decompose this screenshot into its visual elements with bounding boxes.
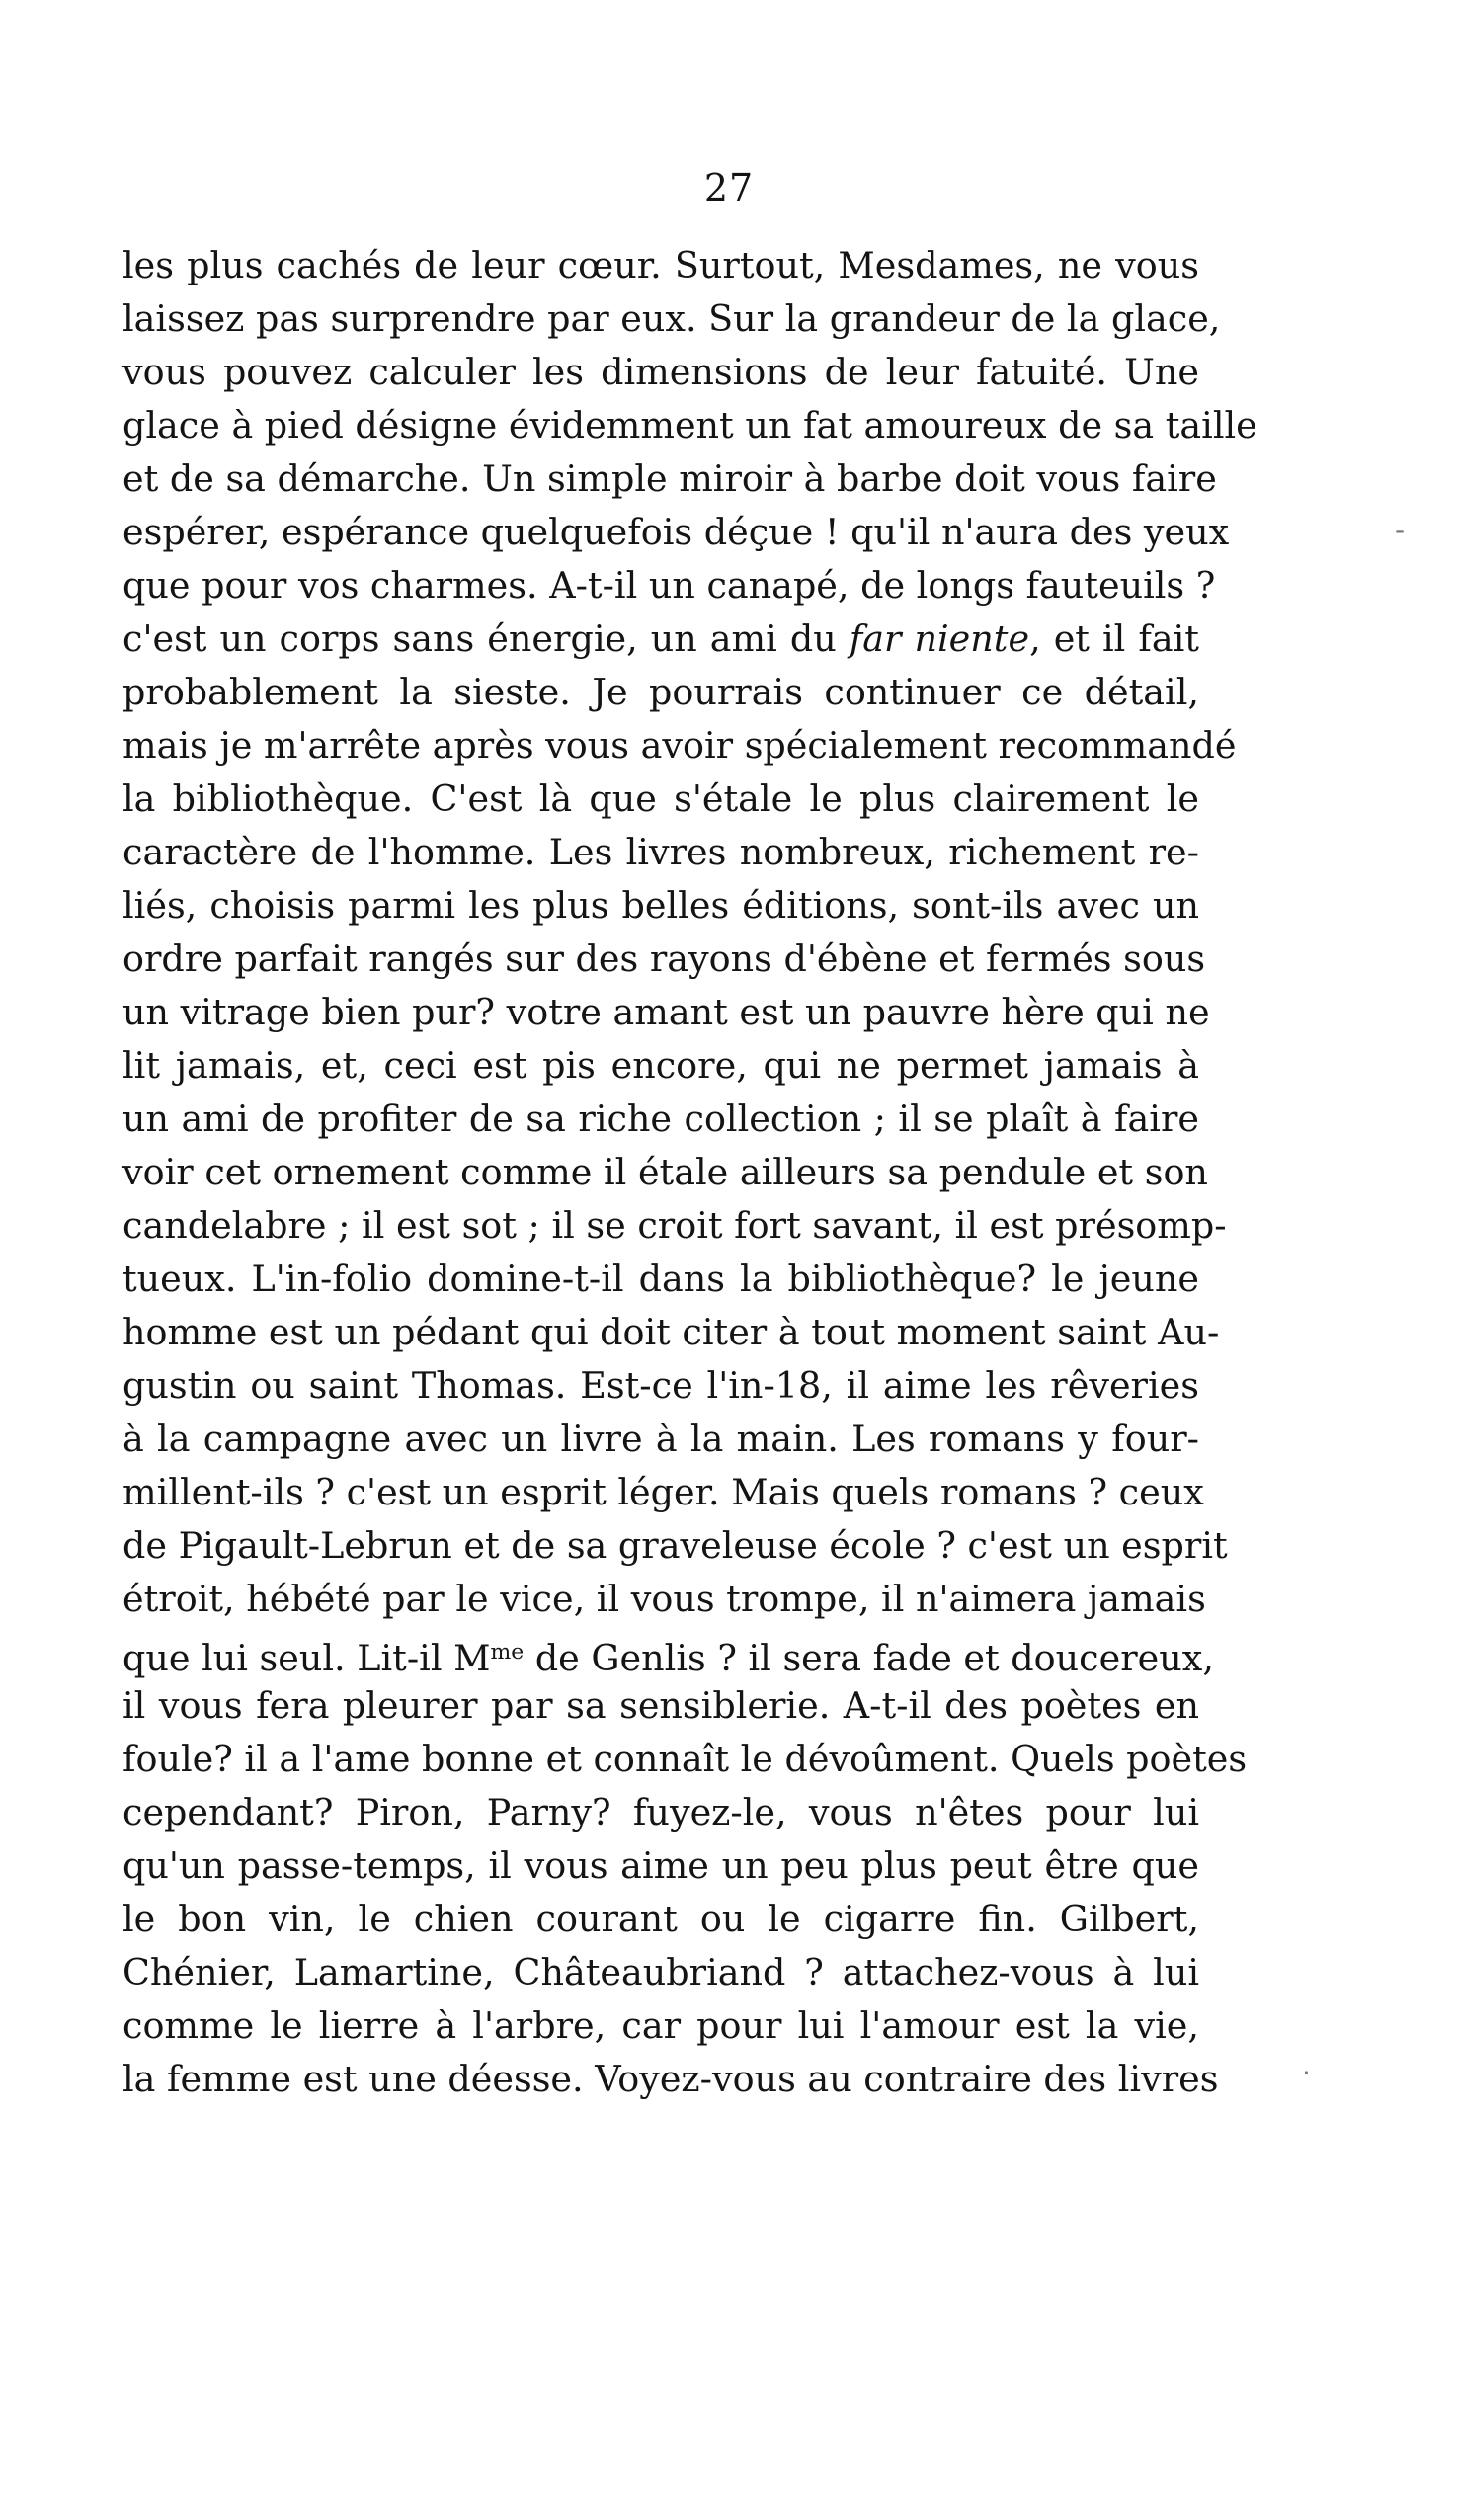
text-line: il vous fera pleurer par sa sensiblerie. A-t-il des poètes en [122,1684,1199,1727]
text-line: qu'un passe-temps, il vous aime un peu plus peut être que [122,1844,1199,1887]
text-line: caractère de l'homme. Les livres nombreux, richement re- [122,831,1199,873]
text-line: le bon vin, le chien courant ou le cigarre fin. Gilbert, [122,1898,1199,1940]
text-segment: de Genlis ? il sera fade et doucereux, [524,1637,1214,1680]
text-line: liés, choisis parmi les plus belles éditions, sont-ils avec un [122,884,1199,927]
text-line: laissez pas surprendre par eux. Sur la grandeur de la glace, [122,297,1221,340]
text-line: glace à pied désigne évidemment un fat amoureux de sa taille [122,404,1257,447]
text-line: un ami de profiter de sa riche collection ; il se plaît à faire [122,1097,1199,1140]
body-text [122,239,1257,2106]
text-segment: , et il fait [1029,617,1199,660]
text-line: Chénier, Lamartine, Châteaubriand ? attachez-vous à lui [122,1951,1199,1993]
superscript: me [490,1640,525,1665]
text-line: probablement la sieste. Je pourrais continuer ce détail, [122,671,1199,713]
text-line: que pour vos charmes. A-t-il un canapé, de longs fauteuils ? [122,564,1216,607]
text-line: la bibliothèque. C'est là que s'étale le plus clairement le [122,777,1199,820]
text-line: lit jamais, et, ceci est pis encore, qui ne permet jamais à [122,1044,1199,1087]
text-line: vous pouvez calculer les dimensions de leur fatuité. Une [122,351,1199,393]
text-line: étroit, hébété par le vice, il vous trompe, il n'aimera jamais [122,1578,1206,1620]
text-line: mais je m'arrête après vous avoir spécialement recommandé [122,724,1237,767]
margin-mark: · [1302,2057,1311,2089]
text-line: voir cet ornement comme il étale ailleurs sa pendule et son [122,1151,1208,1193]
text-line: millent-ils ? c'est un esprit léger. Mais quels romans ? ceux [122,1471,1204,1513]
text-line: candelabre ; il est sot ; il se croit fort savant, il est présomp- [122,1204,1227,1247]
text-line: tueux. L'in-folio domine-t-il dans la bibliothèque? le jeune [122,1258,1199,1300]
text-line: espérer, espérance quelquefois déçue ! qu'il n'aura des yeux [122,511,1230,553]
page-number: 27 [703,166,755,209]
text-segment: c'est un corps sans énergie, un ami du [122,617,850,660]
text-line: les plus cachés de leur cœur. Surtout, Mesdames, ne vous [122,244,1199,286]
text-line: la femme est une déesse. Voyez-vous au contraire des livres [122,2058,1219,2100]
text-line: comme le lierre à l'arbre, car pour lui l'amour est la vie, [122,2004,1199,2047]
text-line: un vitrage bien pur? votre amant est un pauvre hère qui ne [122,991,1210,1033]
text-line: cependant? Piron, Parny? fuyez-le, vous n'êtes pour lui [122,1791,1199,1833]
text-line: gustin ou saint Thomas. Est-ce l'in-18, il aime les rêveries [122,1364,1199,1407]
text-line [122,1626,1214,1680]
text-segment: que lui seul. Lit-il M [122,1637,491,1680]
margin-mark: - [1395,514,1406,546]
italic-phrase: far niente [849,617,1030,660]
text-line: homme est un pédant qui doit citer à tout moment saint Au- [122,1311,1220,1353]
text-line: et de sa démarche. Un simple miroir à barbe doit vous faire [122,457,1217,500]
text-line: de Pigault-Lebrun et de sa graveleuse école ? c'est un esprit [122,1524,1228,1567]
text-line [122,612,1199,666]
text-line: ordre parfait rangés sur des rayons d'ébène et fermés sous [122,937,1206,980]
text-line: foule? il a l'ame bonne et connaît le dévoûment. Quels poètes [122,1738,1248,1780]
text-line: à la campagne avec un livre à la main. Les romans y four- [122,1418,1199,1460]
